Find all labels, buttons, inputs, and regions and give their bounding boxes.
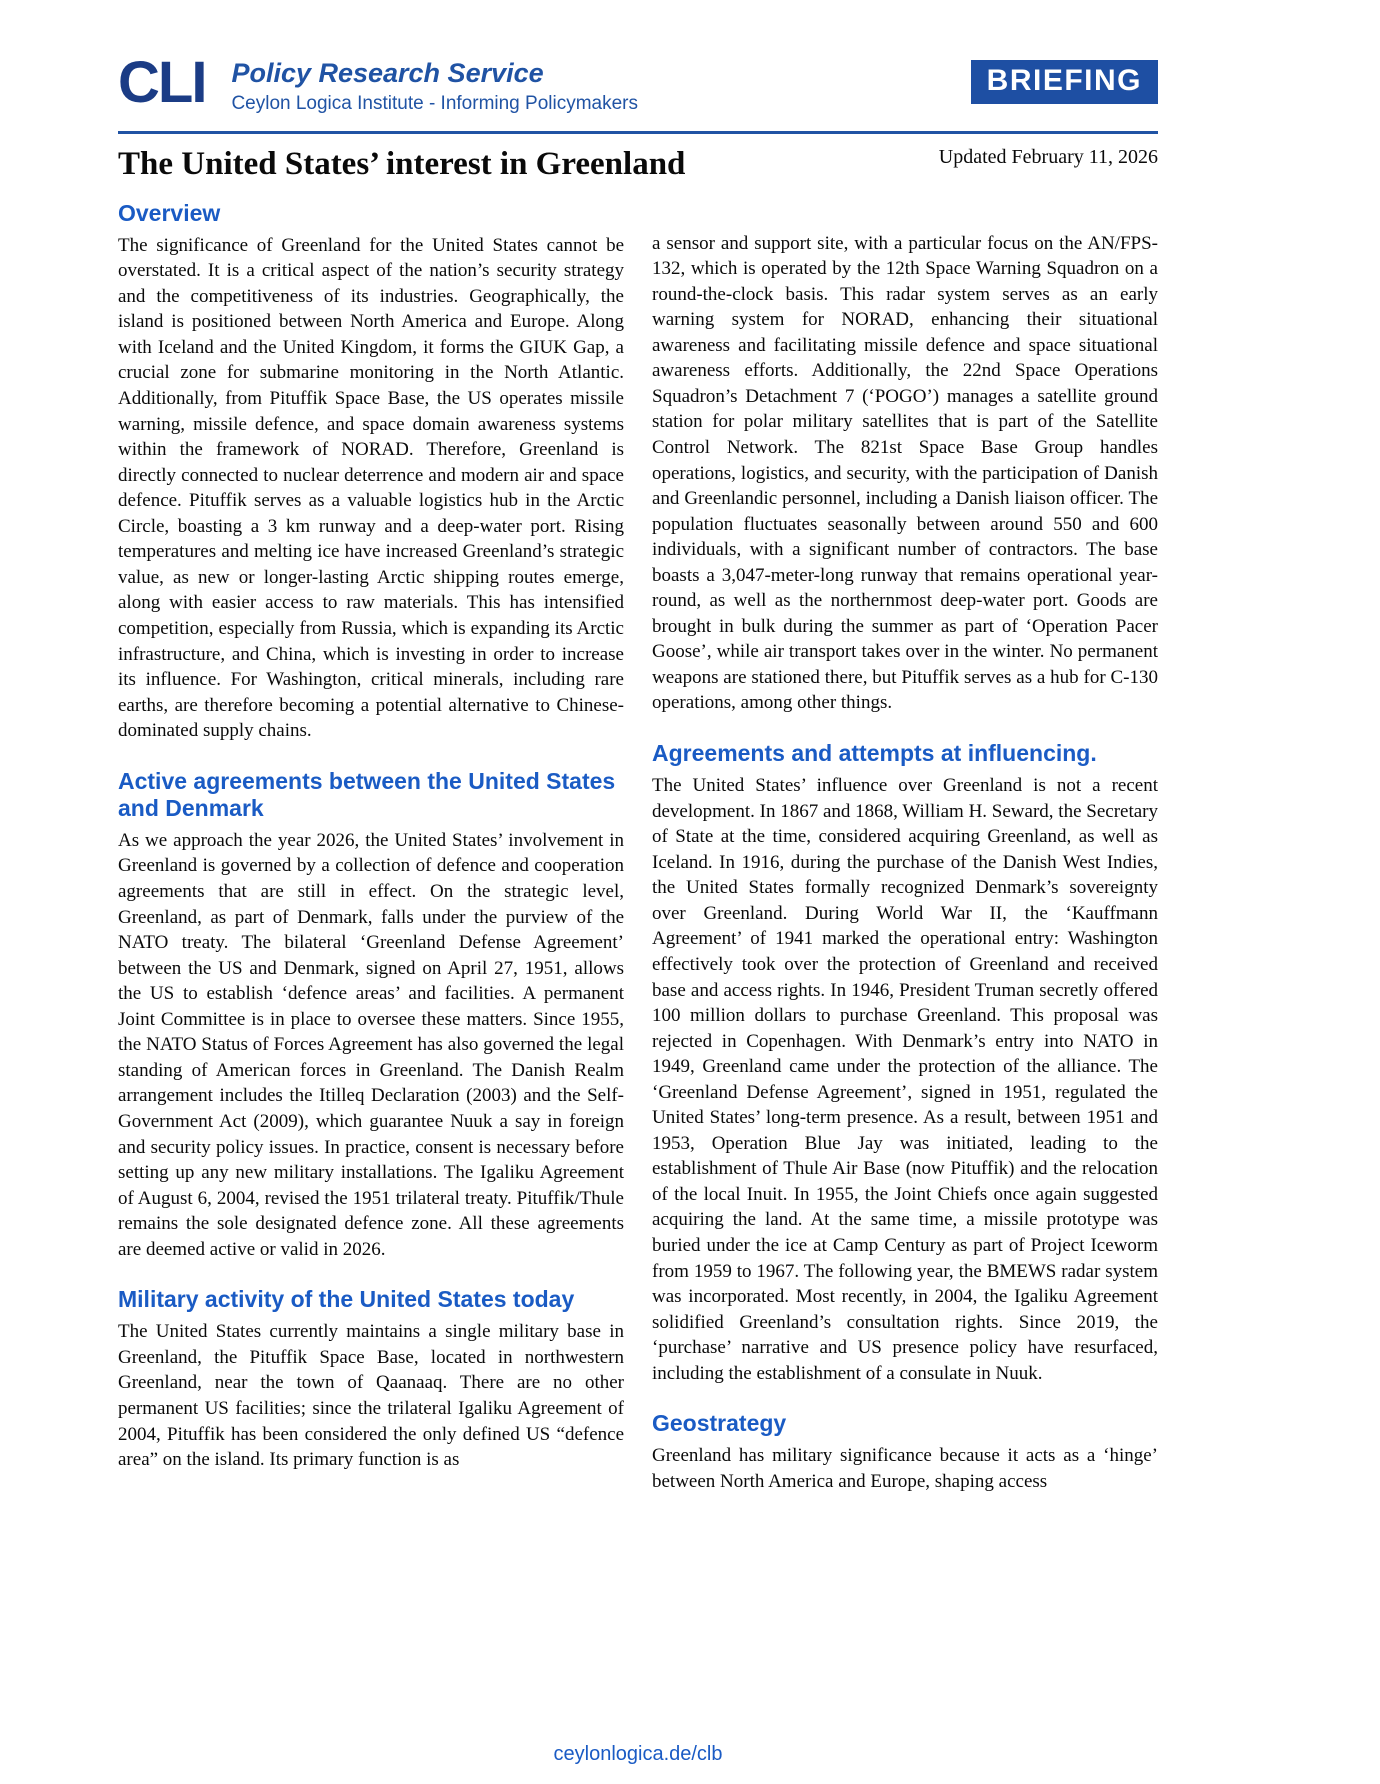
institute-tagline: Ceylon Logica Institute - Informing Policymakers [231, 92, 638, 114]
right-column [652, 200, 1158, 1495]
title-block [118, 146, 1158, 184]
section-heading-military-activity: Military activity of the United States today [118, 1286, 575, 1313]
section-geostrategy [652, 1410, 1158, 1494]
header [118, 50, 1158, 115]
section-overview [118, 200, 624, 744]
page-footer [118, 1743, 1158, 1766]
left-column [118, 200, 624, 1495]
service-name: Policy Research Service [231, 58, 544, 88]
cli-logo: CLI [118, 50, 206, 115]
article-columns [118, 200, 1158, 1495]
footer-link[interactable]: ceylonlogica.de/clb [553, 1743, 723, 1765]
section-heading-active-agreements: Active agreements between the United States and Denmark [118, 767, 616, 821]
military-activity-continued-body: a sensor and support site, with a particular focus on the AN/FPS-132, which is operated by the 12th Space Warning Squadron on a round-the-clock basis. This radar system serves as an early warning system for NORAD, enhancing their situational awareness and facilitating missile defence and space situational awareness efforts. Additionally, the 22nd Space Operations Squadron’s Detachment 7 (‘POGO’) manages a satellite ground station for polar military satellites that is part of the Satellite Control Network. The 821st Space Base Group handles operations, logistics, and security, with the participation of Danish and Greenlandic personnel, including a Danish liaison officer. The population fluctuates seasonally between around 550 and 600 individuals, with a significant number of contractors. The base boasts a 3,047-meter-long runway that remains operational year-round, as well as the northernmost deep-water port. Goods are brought in bulk during the summer as part of ‘Operation Pacer Goose’, while air transport takes over in the winter. No permanent weapons are stationed there, but Pituffik serves as a hub for C-130 operations, among other things. [652, 232, 1158, 714]
section-military-activity-continued [652, 231, 1158, 716]
section-heading-agreements-influencing: Agreements and attempts at influencing. [652, 740, 1097, 767]
overview-body: The significance of Greenland for the United States cannot be overstated. It is a critical aspect of the nation’s security strategy and the competitiveness of its industries. Geographically, the island is positioned between North America and Europe. Along with Iceland and the United Kingdom, it forms the GIUK Gap, a crucial zone for submarine monitoring in the North Atlantic. Additionally, from Pituffik Space Base, the US operates missile warning, missile defence, and space domain awareness systems within the framework of NORAD. Therefore, Greenland is directly connected to nuclear deterrence and modern air and space defence. Pituffik serves as a valuable logistics hub in the Arctic Circle, boasting a 3 km runway and a deep-water port. Rising temperatures and melting ice have increased Greenland’s strategic value, as new or longer-lasting Arctic shipping routes emerge, along with easier access to raw materials. This has intensified competition, especially from Russia, which is expanding its Arctic infrastructure, and China, which is investing in order to increase its influence. For Washington, critical minerals, including rare earths, are therefore becoming a potential alternative to Chinese-dominated supply chains. [118, 234, 624, 742]
updated-date: Updated February 11, 2026 [938, 145, 1158, 168]
section-agreements-influencing [652, 740, 1158, 1386]
brand-block [118, 50, 638, 115]
page-title: The United States’ interest in Greenland [118, 145, 686, 182]
active-agreements-body: As we approach the year 2026, the United States’ involvement in Greenland is governed by a collection of defence and cooperation agreements that are still in effect. On the strategic level, Greenland, as part of Denmark, falls under the purview of the NATO treaty. The bilateral ‘Greenland Defense Agreement’ between the US and Denmark, signed on April 27, 1951, allows the US to establish ‘defence areas’ and facilities. A permanent Joint Committee is in place to oversee these matters. Since 1955, the NATO Status of Forces Agreement has also governed the legal standing of American forces in Greenland. The Danish Realm arrangement includes the Itilleq Declaration (2003) and the Self-Government Act (2009), which guarantee Nuuk a say in foreign and security policy issues. In practice, consent is necessary before setting up any new military installations. The Igaliku Agreement of August 6, 2004, revised the 1951 trilateral treaty. Pituffik/Thule remains the sole designated defence zone. All these agreements are deemed active or valid in 2026. [118, 829, 624, 1260]
section-active-agreements [118, 768, 624, 1263]
section-heading-overview: Overview [118, 199, 221, 226]
agreements-influencing-body: The United States’ influence over Greenland is not a recent development. In 1867 and 1868, William H. Seward, the Secretary of State at the time, considered acquiring Greenland, as well as Iceland. In 1916, during the purchase of the Danish West Indies, the United States formally recognized Denmark’s sovereignty over Greenland. During World War II, the ‘Kauffmann Agreement’ of 1941 marked the operational entry: Washington effectively took over the protection of Greenland and received base and access rights. In 1946, President Truman secretly offered 100 million dollars to purchase Greenland. This proposal was rejected in Copenhagen. With Denmark’s entry into NATO in 1949, Greenland came under the protection of the alliance. The ‘Greenland Defense Agreement’, signed in 1951, regulated the United States’ long-term presence. As a result, between 1951 and 1953, Operation Blue Jay was initiated, leading to the establishment of Thule Air Base (now Pituffik) and the relocation of the local Inuit. In 1955, the Joint Chiefs once again suggested acquiring the land. At the same time, a missile prototype was buried under the ice at Camp Century as part of Project Iceworm from 1959 to 1967. The following year, the BMEWS radar system was incorporated. Most recently, in 2004, the Igaliku Agreement solidified Greenland’s consultation rights. Since 2019, the ‘purchase’ narrative and US presence policy have resurfaced, including the establishment of a consulate in Nuuk. [652, 775, 1158, 1384]
military-activity-body: The United States currently maintains a single military base in Greenland, the Pituffik Space Base, located in northwestern Greenland, near the town of Qaanaaq. There are no other permanent US facilities; since the trilateral Igaliku Agreement of 2004, Pituffik has been considered the only defined US “defence area” on the island. Its primary function is as [118, 1321, 624, 1471]
header-divider [118, 131, 1158, 134]
brand-text [231, 56, 638, 115]
briefing-badge: BRIEFING [971, 60, 1158, 104]
geostrategy-body: Greenland has military significance because it acts as a ‘hinge’ between North America and Europe, shaping access [652, 1445, 1158, 1492]
section-heading-geostrategy: Geostrategy [652, 1410, 787, 1437]
section-military-activity [118, 1286, 624, 1472]
